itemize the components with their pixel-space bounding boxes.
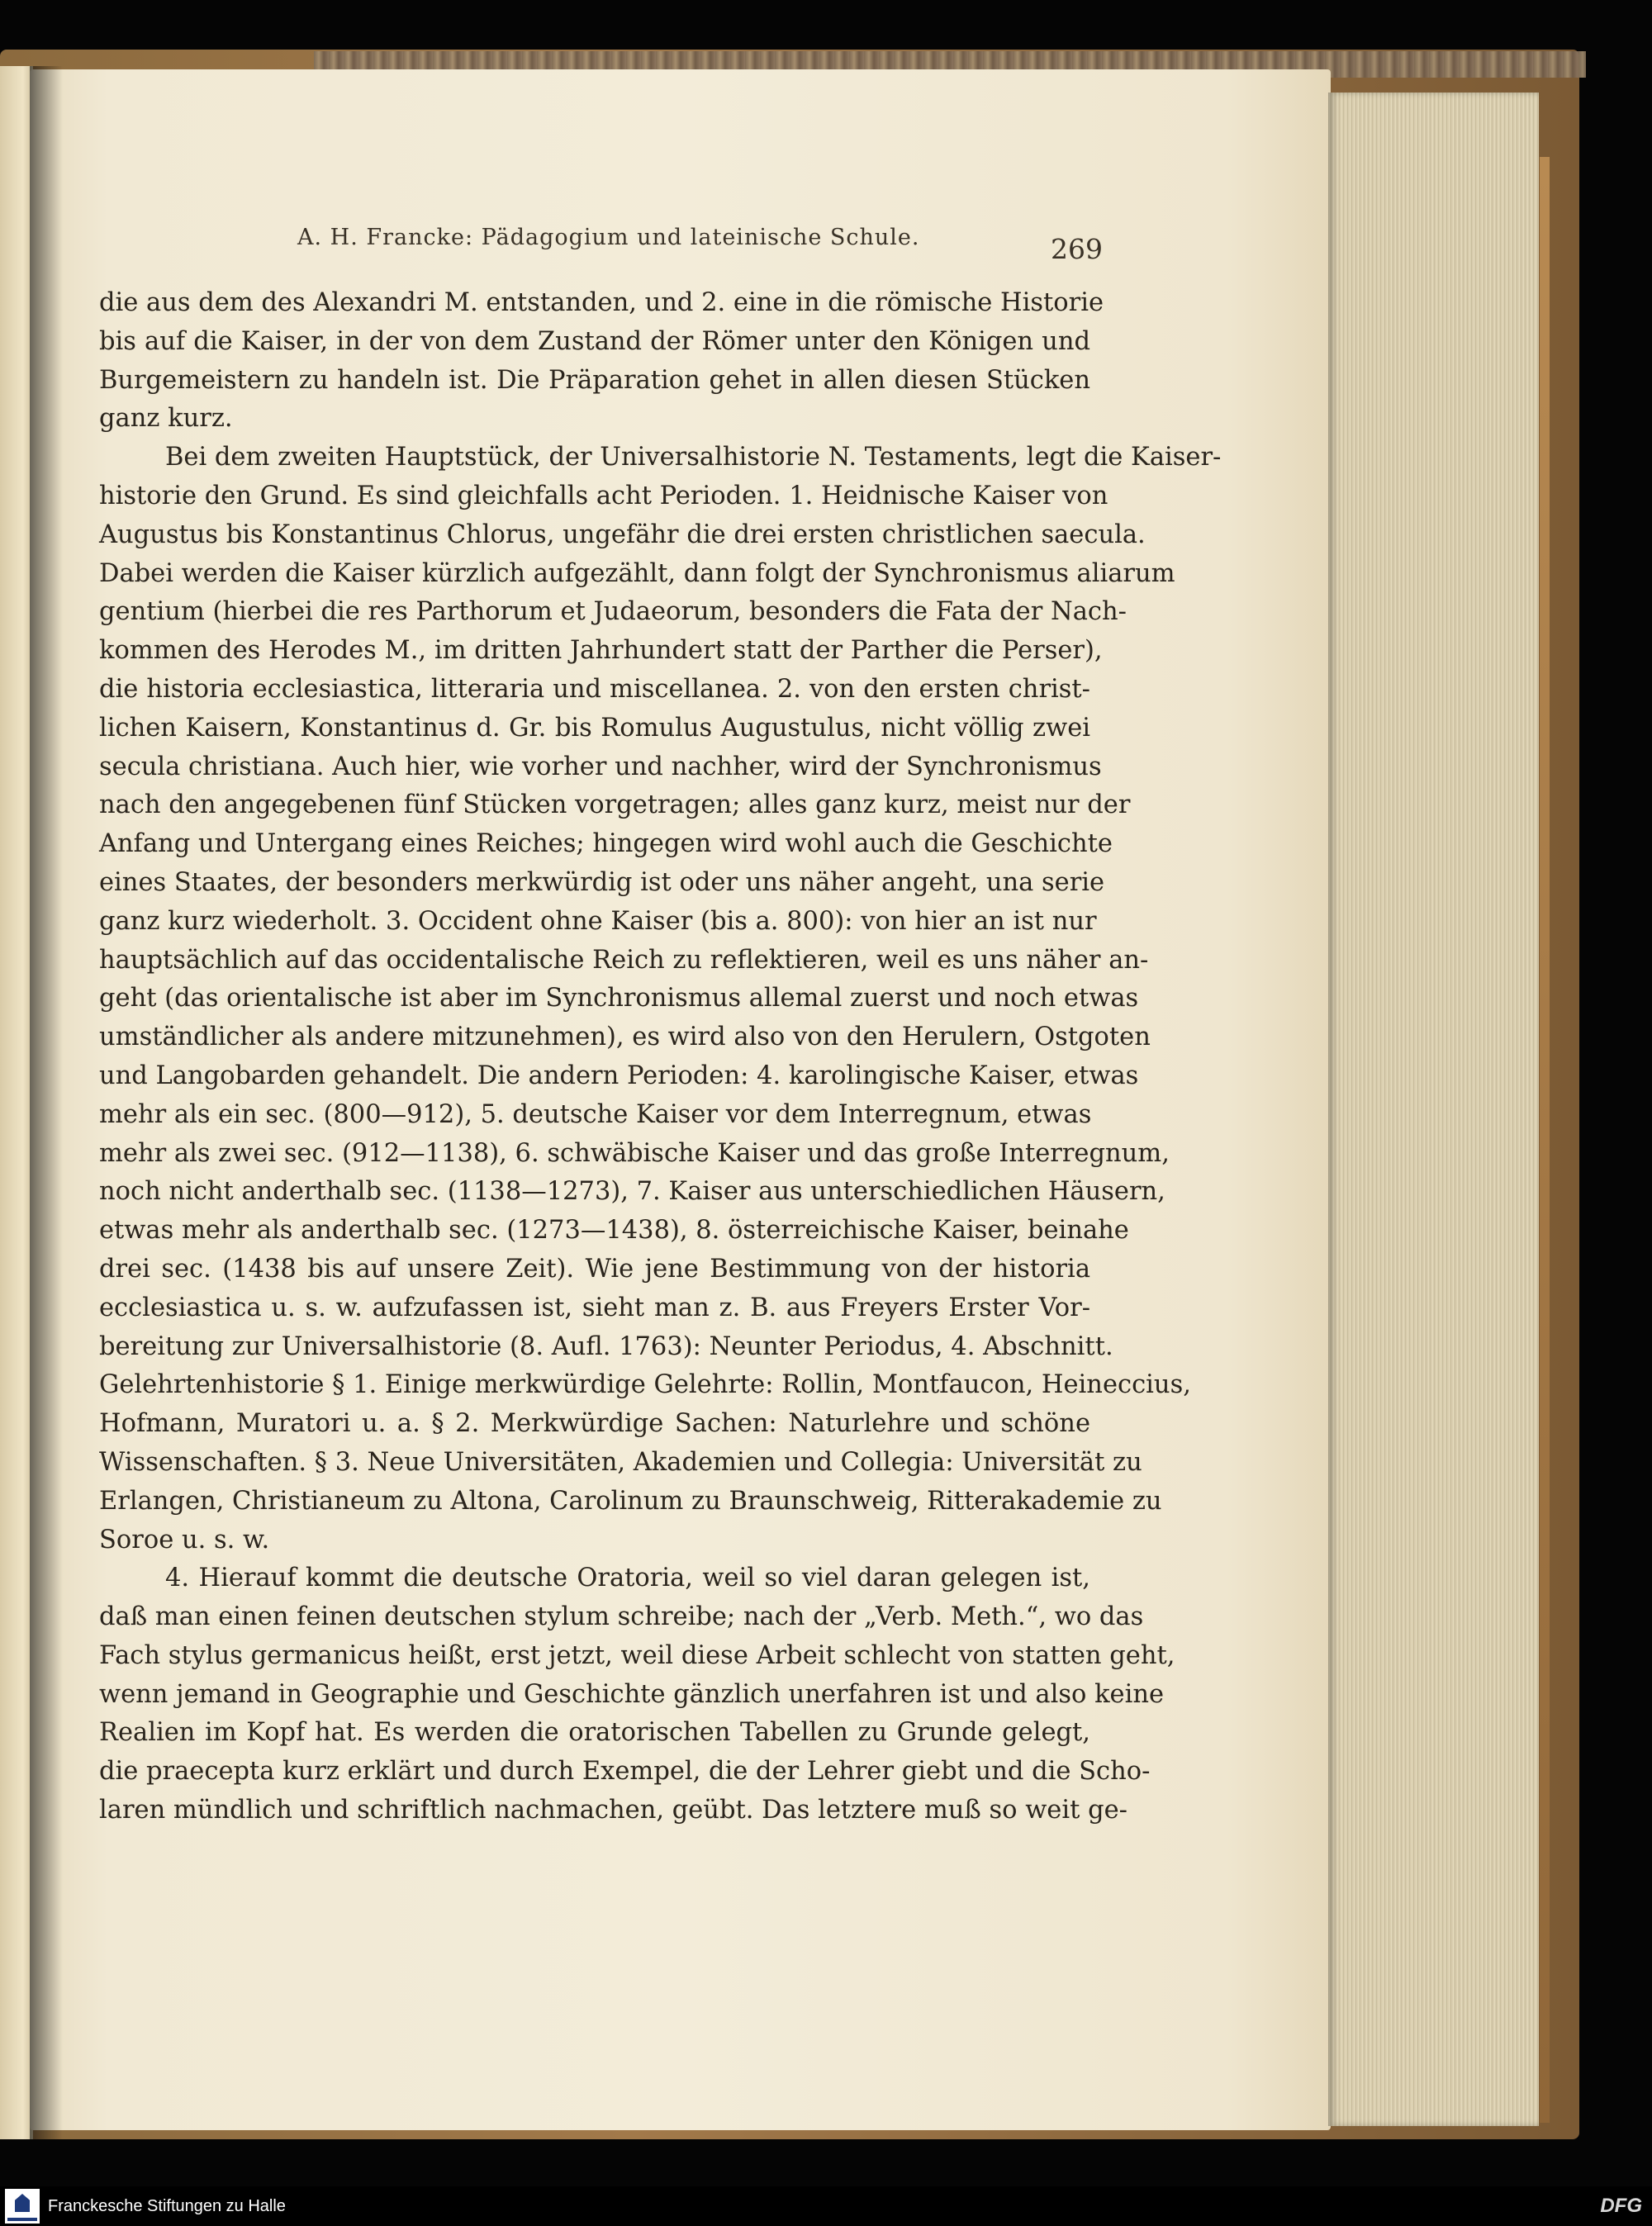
cover-edge-right bbox=[1540, 157, 1550, 2123]
running-head: A. H. Francke: Pädagogium und lateinische Schule. bbox=[297, 225, 920, 250]
text-line: Realien im Kopf hat. Es werden die oratorischen Tabellen zu Grunde gelegt, bbox=[99, 1718, 1090, 1748]
text-line: Soroe u. s. w. bbox=[99, 1525, 270, 1554]
text-line: Burgemeistern zu handeln ist. Die Präparation gehet in allen diesen Stücken bbox=[99, 365, 1090, 395]
institution-name: Franckesche Stiftungen zu Halle bbox=[48, 2197, 286, 2215]
body-text bbox=[99, 284, 1222, 1830]
text-line: Bei dem zweiten Hauptstück, der Universalhistorie N. Testaments, legt die Kaiser- bbox=[165, 443, 1222, 472]
text-line: lichen Kaisern, Konstantinus d. Gr. bis Romulus Augustulus, nicht völlig zwei bbox=[99, 713, 1090, 743]
text-line: die praecepta kurz erklärt und durch Exempel, die der Lehrer giebt und die Scho- bbox=[99, 1757, 1151, 1787]
previous-page-edge bbox=[0, 66, 33, 2139]
text-line: hauptsächlich auf das occidentalische Reich zu reflektieren, weil es uns näher an- bbox=[99, 945, 1149, 975]
logo-building-icon bbox=[15, 2194, 30, 2212]
text-line: und Langobarden gehandelt. Die andern Perioden: 4. karolingische Kaiser, etwas bbox=[99, 1061, 1139, 1090]
text-line: Anfang und Untergang eines Reiches; hingegen wird wohl auch die Geschichte bbox=[99, 829, 1113, 859]
text-line: noch nicht anderthalb sec. (1138—1273), 7. Kaiser aus unterschiedlichen Häusern, bbox=[99, 1177, 1165, 1207]
text-line: geht (das orientalische ist aber im Synchronismus allemal zuerst und noch etwas bbox=[99, 984, 1139, 1013]
text-line: etwas mehr als anderthalb sec. (1273—1438), 8. österreichische Kaiser, beinahe bbox=[99, 1216, 1129, 1246]
institution-logo-icon[interactable] bbox=[5, 2189, 40, 2224]
text-line: Dabei werden die Kaiser kürzlich aufgezählt, dann folgt der Synchronismus aliarum bbox=[99, 558, 1175, 588]
text-line: 4. Hierauf kommt die deutsche Oratoria, weil so viel daran gelegen ist, bbox=[165, 1564, 1090, 1593]
text-line: Wissenschaften. § 3. Neue Universitäten, Akademien und Collegia: Universität zu bbox=[99, 1447, 1142, 1477]
text-line: Erlangen, Christianeum zu Altona, Carolinum zu Braunschweig, Ritterakademie zu bbox=[99, 1486, 1162, 1516]
text-line: gentium (hierbei die res Parthorum et Judaeorum, besonders die Fata der Nach- bbox=[99, 597, 1127, 627]
text-line: mehr als zwei sec. (912—1138), 6. schwäbische Kaiser und das große Interregnum, bbox=[99, 1138, 1170, 1168]
text-line: daß man einen feinen deutschen stylum schreibe; nach der „Verb. Meth.“, wo das bbox=[99, 1602, 1144, 1632]
text-line: bereitung zur Universalhistorie (8. Aufl. 1763): Neunter Periodus, 4. Abschnitt. bbox=[99, 1331, 1113, 1361]
text-line: ganz kurz. bbox=[99, 404, 233, 434]
dfg-logo: DFG bbox=[1600, 2195, 1642, 2217]
text-line: nach den angegebenen fünf Stücken vorgetragen; alles ganz kurz, meist nur der bbox=[99, 790, 1131, 820]
text-line: eines Staates, der besonders merkwürdig ist oder uns näher angeht, una serie bbox=[99, 867, 1105, 897]
spine-shadow bbox=[30, 66, 63, 2139]
text-line: Augustus bis Konstantinus Chlorus, ungefähr die drei ersten christlichen saecula. bbox=[99, 520, 1146, 549]
text-line: umständlicher als andere mitzunehmen), es wird also von den Herulern, Ostgoten bbox=[99, 1023, 1151, 1052]
text-line: bis auf die Kaiser, in der von dem Zustand der Römer unter den Königen und bbox=[99, 326, 1090, 356]
text-line: historie den Grund. Es sind gleichfalls acht Perioden. 1. Heidnische Kaiser von bbox=[99, 481, 1108, 510]
text-line: secula christiana. Auch hier, wie vorher und nachher, wird der Synchronismus bbox=[99, 752, 1102, 781]
text-line: mehr als ein sec. (800—912), 5. deutsche Kaiser vor dem Interregnum, etwas bbox=[99, 1099, 1092, 1129]
text-line: laren mündlich und schriftlich nachmachen, geübt. Das letztere muß so weit ge- bbox=[99, 1796, 1127, 1825]
text-line: Gelehrtenhistorie § 1. Einige merkwürdige Gelehrte: Rollin, Montfaucon, Heineccius, bbox=[99, 1370, 1191, 1400]
logo-wordmark-bar bbox=[7, 2218, 37, 2221]
page-edges bbox=[1328, 93, 1539, 2126]
text-line: ganz kurz wiederholt. 3. Occident ohne Kaiser (bis a. 800): von hier an ist nur bbox=[99, 906, 1097, 936]
text-line: die aus dem des Alexandri M. entstanden, und 2. eine in die römische Historie bbox=[99, 288, 1104, 317]
page-number: 269 bbox=[1051, 233, 1103, 265]
text-line: wenn jemand in Geographie und Geschichte gänzlich unerfahren ist und also keine bbox=[99, 1679, 1165, 1709]
text-line: kommen des Herodes M., im dritten Jahrhundert statt der Parther die Perser), bbox=[99, 636, 1103, 666]
text-line: Hofmann, Muratori u. a. § 2. Merkwürdige Sachen: Naturlehre und schöne bbox=[99, 1409, 1090, 1439]
text-line: die historia ecclesiastica, litteraria und miscellanea. 2. von den ersten christ- bbox=[99, 674, 1090, 704]
text-line: drei sec. (1438 bis auf unsere Zeit). Wie jene Bestimmung von der historia bbox=[99, 1254, 1090, 1284]
text-line: ecclesiastica u. s. w. aufzufassen ist, sieht man z. B. aus Freyers Erster Vor- bbox=[99, 1293, 1090, 1322]
text-line: Fach stylus germanicus heißt, erst jetzt, weil diese Arbeit schlecht von statten geht, bbox=[99, 1640, 1175, 1670]
